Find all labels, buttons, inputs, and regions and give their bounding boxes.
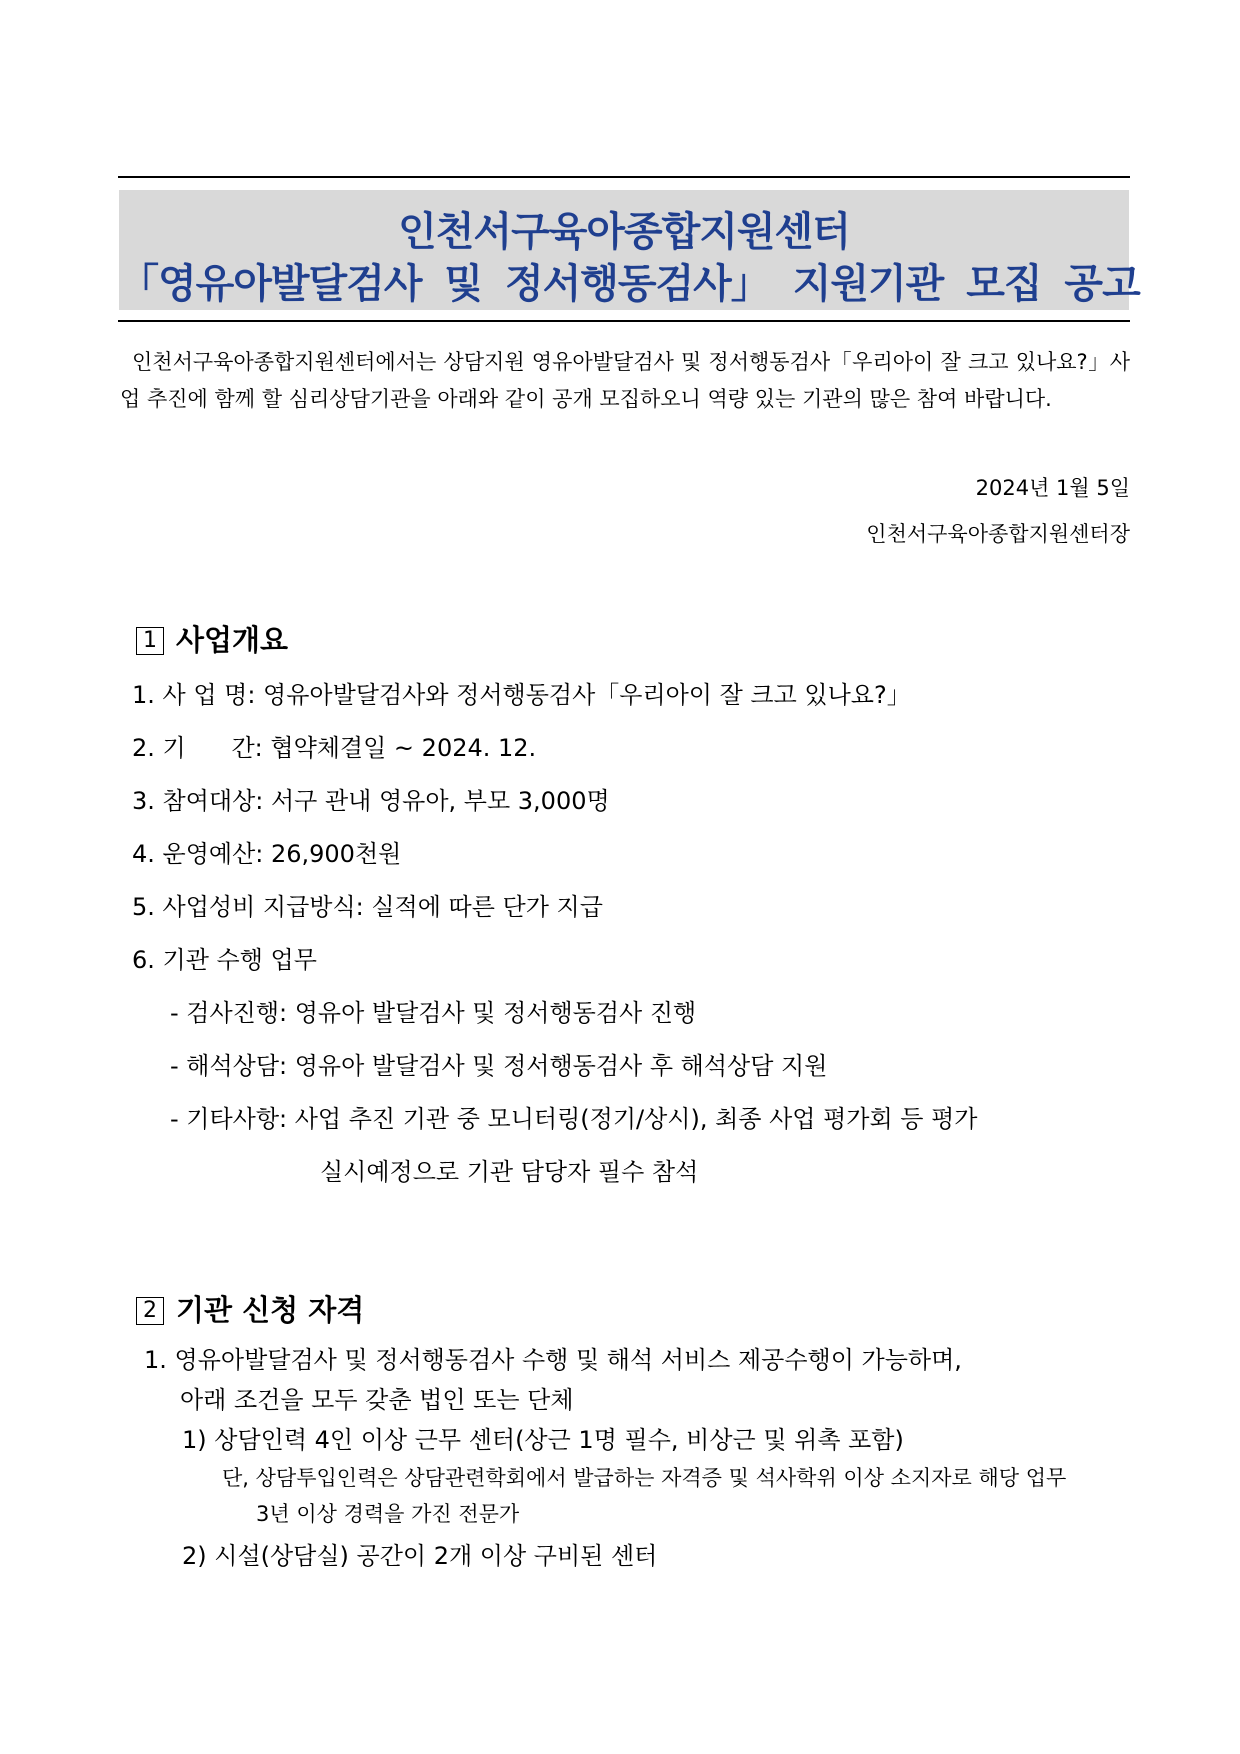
- title-line-1: 인천서구육아종합지원센터: [398, 209, 850, 255]
- section-1-item: 5. 사업성비 지급방식: 실적에 따른 단가 지급: [132, 893, 603, 921]
- section-2-note-line-1: 단, 상담투입인력은 상담관련학회에서 발급하는 자격증 및 석사학위 이상 소지자로 해당 업무: [222, 1466, 1067, 1490]
- section-1-subitem: - 해석상담: 영유아 발달검사 및 정서행동검사 후 해석상담 지원: [170, 1052, 828, 1080]
- section-1-subitem: - 검사진행: 영유아 발달검사 및 정서행동검사 진행: [170, 999, 697, 1027]
- section-2-item-1-line-1: 1. 영유아발달검사 및 정서행동검사 수행 및 해석 서비스 제공수행이 가능하며,: [144, 1346, 962, 1374]
- signer: 인천서구육아종합지원센터장: [866, 522, 1130, 546]
- section-2-title: 기관 신청 자격: [176, 1293, 365, 1327]
- top-rule: [118, 176, 1130, 178]
- section-2-subitem-2: 2) 시설(상담실) 공간이 2개 이상 구비된 센터: [182, 1542, 658, 1570]
- intro-paragraph: 인천서구육아종합지원센터에서는 상담지원 영유아발달검사 및 정서행동검사「우리아이 잘 크고 있나요?」사업 추진에 함께 할 심리상담기관을 아래와 같이 공개 모집하오니 역량 있는 기관의 많은 참여 바랍니다.: [120, 350, 1130, 411]
- section-1-item: 6. 기관 수행 업무: [132, 946, 317, 974]
- section-1-item: 4. 운영예산: 26,900천원: [132, 840, 402, 868]
- section-1-item: 3. 참여대상: 서구 관내 영유아, 부모 3,000명: [132, 787, 610, 815]
- section-2-item-1-line-2: 아래 조건을 모두 갖춘 법인 또는 단체: [180, 1386, 574, 1414]
- title-line-2: 「영유아발달검사 및 정서행동검사」 지원기관 모집 공고: [119, 261, 1140, 307]
- announcement-date: 2024년 1월 5일: [975, 476, 1130, 500]
- section-2-note-line-2: 3년 이상 경력을 가진 전문가: [256, 1502, 520, 1526]
- section-1-item: 1. 사 업 명: 영유아발달검사와 정서행동검사「우리아이 잘 크고 있나요?」: [132, 681, 911, 709]
- section-1-number: 1: [136, 627, 164, 655]
- title-box: [119, 190, 1140, 310]
- section-1-heading: [136, 618, 288, 659]
- section-1-subitem: - 기타사항: 사업 추진 기관 중 모니터링(정기/상시), 최종 사업 평가회 등 평가: [170, 1105, 978, 1133]
- section-2-heading: [136, 1288, 364, 1329]
- section-2-subitem-1: 1) 상담인력 4인 이상 근무 센터(상근 1명 필수, 비상근 및 위촉 포함): [182, 1426, 904, 1454]
- section-1-item: 2. 기 간: 협약체결일 ~ 2024. 12.: [132, 734, 537, 762]
- title-bottom-rule: [118, 320, 1130, 322]
- section-1-continuation: 실시예정으로 기관 담당자 필수 참석: [320, 1158, 699, 1186]
- section-2-number: 2: [136, 1297, 164, 1325]
- section-1-title: 사업개요: [176, 623, 289, 657]
